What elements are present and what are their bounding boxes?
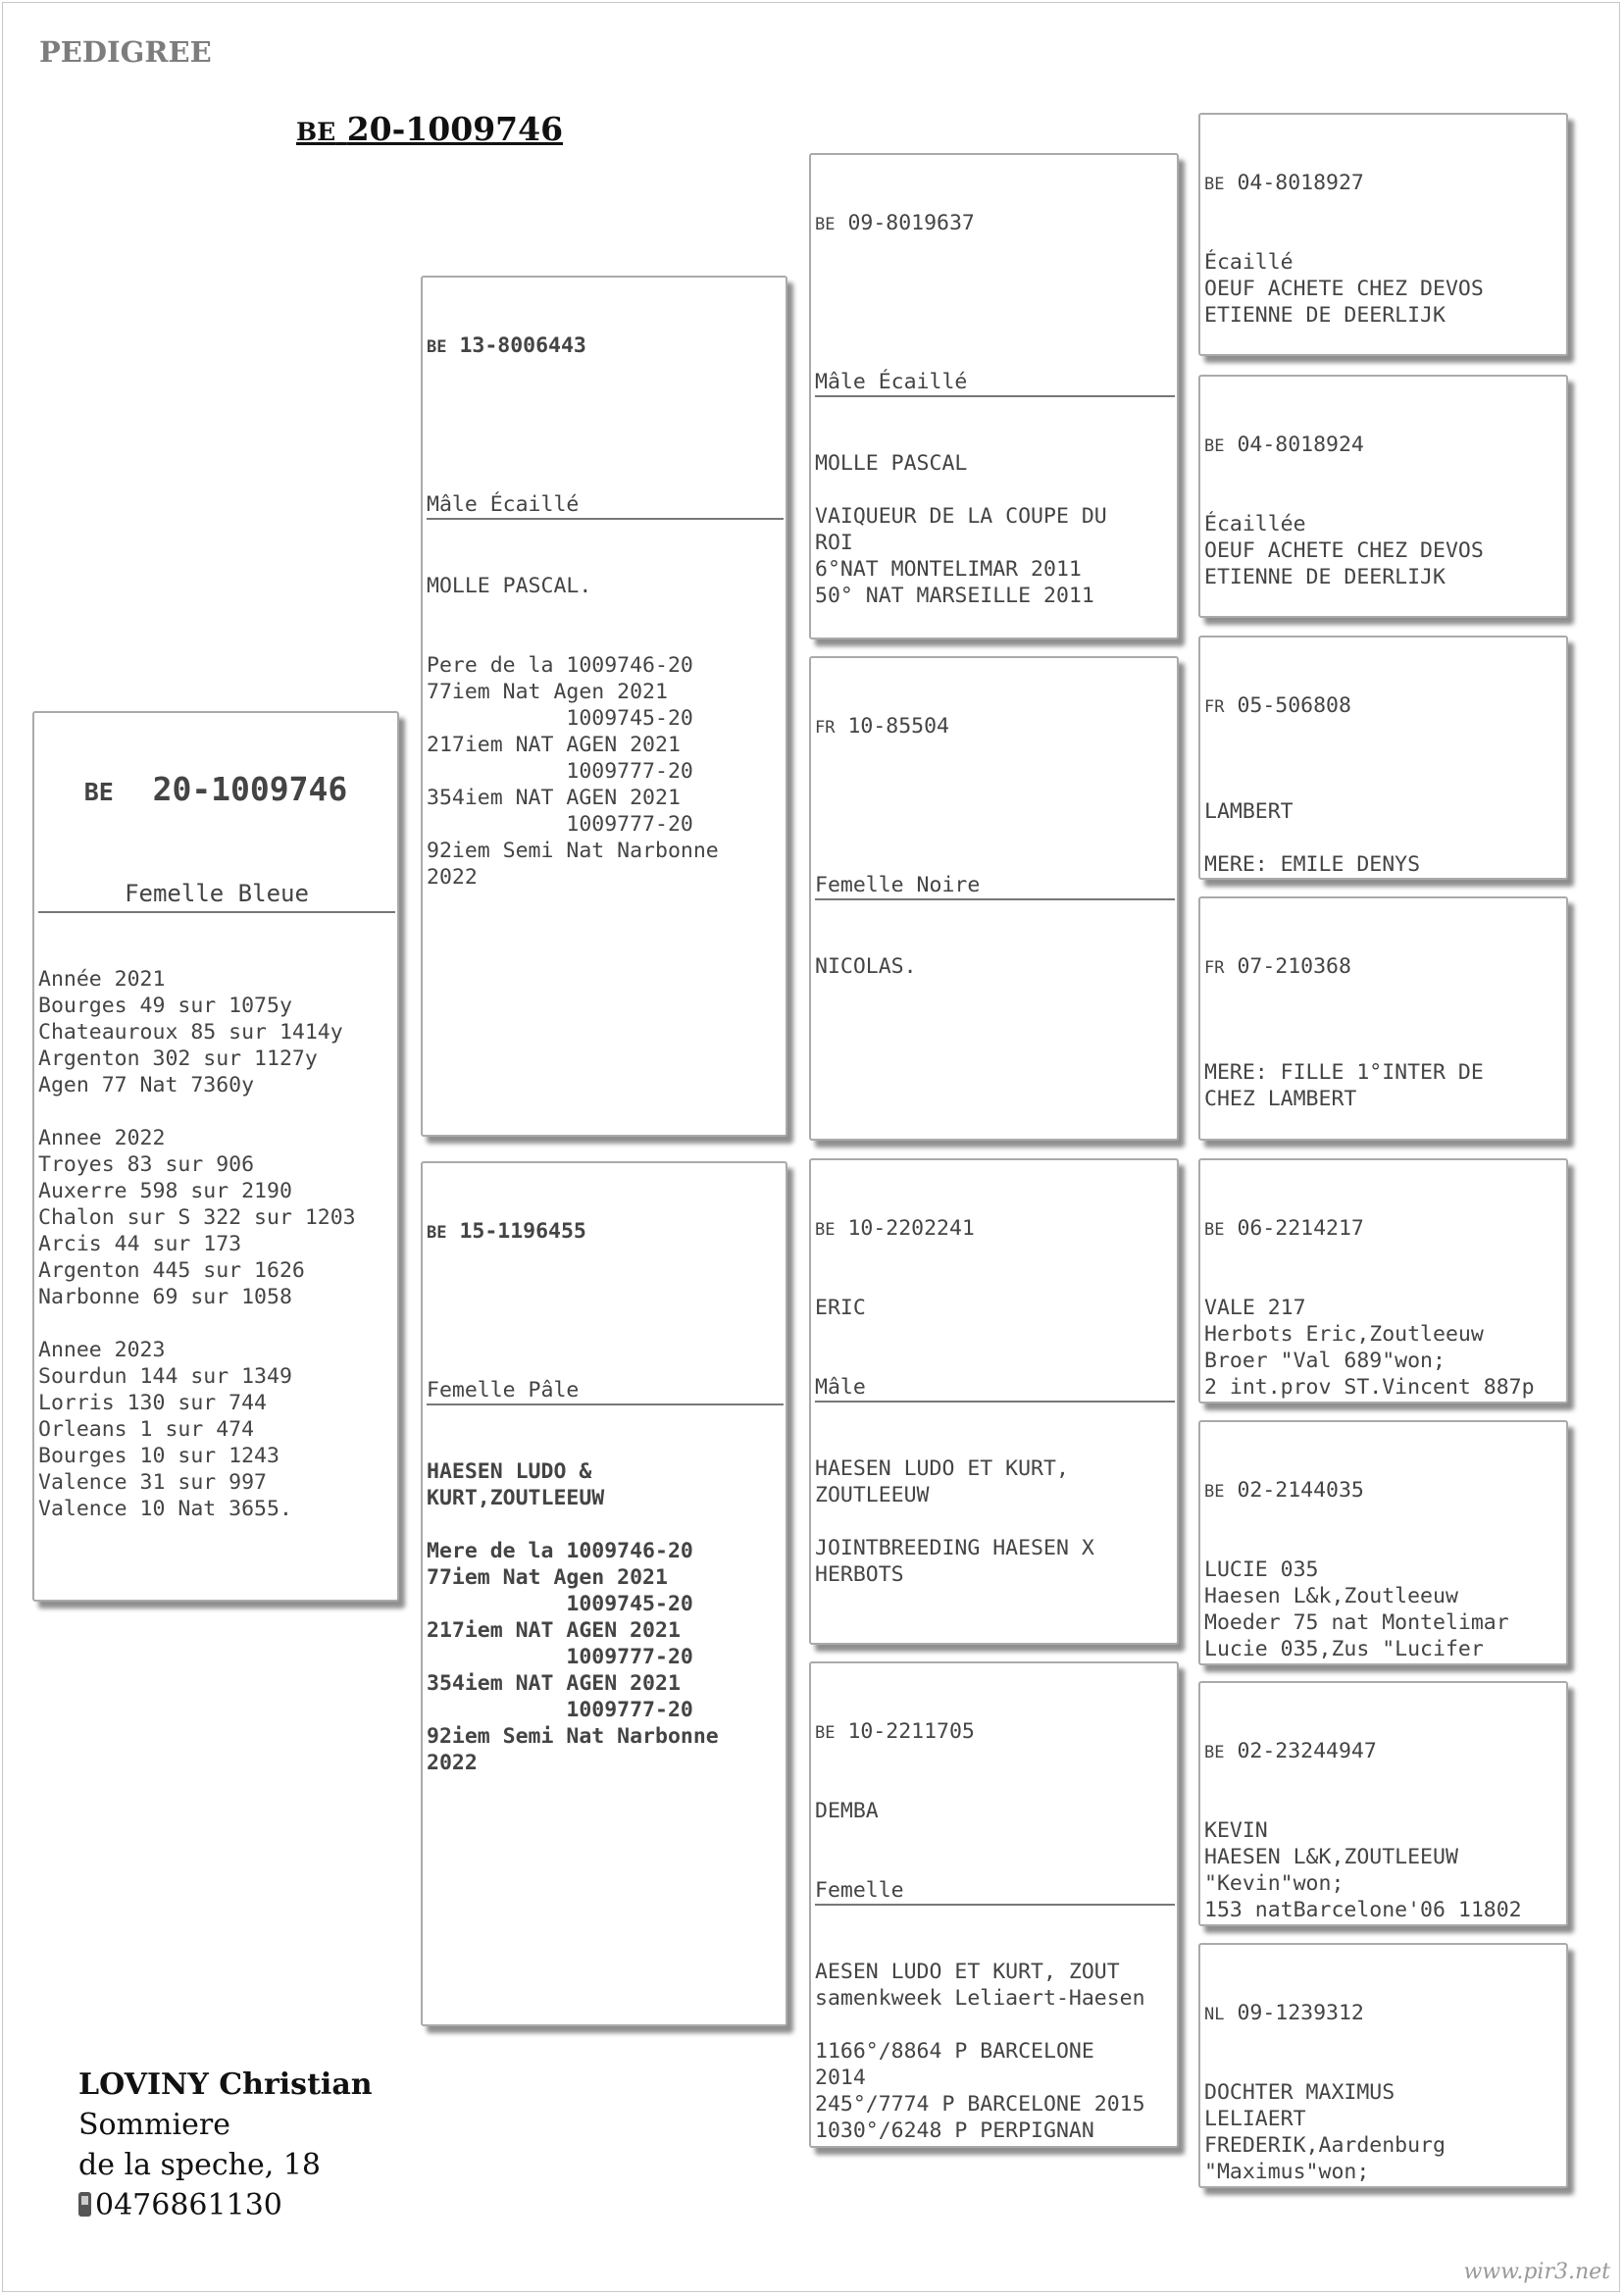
mobile-phone-icon bbox=[78, 2192, 91, 2217]
sire-sex: Mâle Écaillé bbox=[427, 491, 784, 520]
great-grandparent-card-1: BE 04-8018927 Écaillé OEUF ACHETE CHEZ DEVOS ETIENNE DE DEERLIJK bbox=[1198, 113, 1568, 356]
page-title: PEDIGREE bbox=[39, 35, 212, 69]
great-grandparent-card-4: FR 07-210368 MERE: FILLE 1°INTER DE CHEZ LAMBERT bbox=[1198, 896, 1568, 1141]
gp-ds-notes: HAESEN LUDO ET KURT, ZOUTLEEUW JOINTBREEDING HAESEN X HERBOTS bbox=[815, 1456, 1094, 1587]
sire-notes: MOLLE PASCAL. Pere de la 1009746-20 77iem Nat Agen 2021 1009745-20 217iem NAT AGEN 2021 1009777-20 354iem NAT AGEN 2021 1009777-20 92iem Semi Nat Narbonne 2022 bbox=[427, 574, 719, 890]
dam-ring: BE 15-1196455 bbox=[427, 1219, 586, 1244]
owner-block bbox=[78, 2065, 373, 2225]
grandsire-paternal-card bbox=[809, 153, 1179, 639]
sire-ring: BE 13-8006443 bbox=[427, 333, 586, 358]
gp-ss-ring: BE 09-8019637 bbox=[815, 211, 975, 235]
gp-sd-sex: Femelle Noire bbox=[815, 872, 1175, 900]
header-ring: 20-1009746 bbox=[346, 110, 564, 148]
header-country: BE bbox=[296, 118, 336, 146]
owner-address-1: Sommiere bbox=[78, 2108, 230, 2142]
great-grandparent-card-5: BE 06-2214217 VALE 217 Herbots Eric,Zoutleeuw Broer "Val 689"won; 2 int.prov ST.Vincent 887p bbox=[1198, 1158, 1568, 1403]
gp-dd-name: DEMBA bbox=[815, 1799, 879, 1823]
great-grandparent-card-8: NL 09-1239312 DOCHTER MAXIMUS LELIAERT FREDERIK,Aardenburg "Maximus"won; bbox=[1198, 1943, 1568, 2188]
granddam-maternal-card bbox=[809, 1661, 1179, 2148]
sire-card bbox=[421, 276, 787, 1137]
dam-notes: HAESEN LUDO & KURT,ZOUTLEEUW Mere de la 1009746-20 77iem Nat Agen 2021 1009745-20 217iem NAT AGEN 2021 1009777-20 354iem NAT AGEN 2021 1009777-20 92iem Semi Nat Narbonne 2022 bbox=[427, 1459, 719, 1775]
gp-ss-sex: Mâle Écaillé bbox=[815, 369, 1175, 397]
subject-ring: BE 20-1009746 bbox=[83, 770, 348, 808]
gp-ds-ring: BE 10-2202241 bbox=[815, 1216, 975, 1241]
great-grandparent-card-6: BE 02-2144035 LUCIE 035 Haesen L&k,Zoutleeuw Moeder 75 nat Montelimar Lucie 035,Zus "Lucifer bbox=[1198, 1420, 1568, 1665]
gp-sd-ring: FR 10-85504 bbox=[815, 714, 949, 739]
gp-sd-notes: NICOLAS. bbox=[815, 954, 917, 979]
great-grandparent-card-3: FR 05-506808 LAMBERT MERE: EMILE DENYS bbox=[1198, 636, 1568, 880]
header-ring-number bbox=[296, 110, 563, 148]
granddam-paternal-card bbox=[809, 656, 1179, 1141]
owner-name: LOVINY Christian bbox=[78, 2067, 373, 2102]
gp-ds-sex: Mâle bbox=[815, 1374, 1175, 1403]
watermark-link[interactable]: www.pir3.net bbox=[1463, 2260, 1610, 2284]
subject-results: Année 2021 Bourges 49 sur 1075y Chateauroux 85 sur 1414y Argenton 302 sur 1127y Agen 77 Nat 7360y Annee 2022 Troyes 83 sur 906 Auxerre 598 sur 2190 Chalon sur S 322 sur 1203 Arcis 44 sur 173 Argenton 445 sur 1626 Narbonne 69 sur 1058 Annee 2023 Sourdun 144 sur 1349 Lorris 130 sur 744 Orleans 1 sur 474 Bourges 10 sur 1243 Valence 31 sur 997 Valence 10 Nat 3655. bbox=[38, 967, 356, 1521]
dam-card bbox=[421, 1161, 787, 2026]
owner-phone: 0476861130 bbox=[95, 2188, 282, 2222]
subject-card bbox=[32, 711, 399, 1602]
gp-dd-ring: BE 10-2211705 bbox=[815, 1719, 975, 1744]
dam-sex: Femelle Pâle bbox=[427, 1377, 784, 1405]
subject-sex: Femelle Bleue bbox=[38, 876, 395, 913]
gp-ds-name: ERIC bbox=[815, 1296, 866, 1320]
gp-ss-notes: MOLLE PASCAL VAIQUEUR DE LA COUPE DU ROI 6°NAT MONTELIMAR 2011 50° NAT MARSEILLE 2011 bbox=[815, 451, 1107, 608]
great-grandparent-card-2: BE 04-8018924 Écaillée OEUF ACHETE CHEZ DEVOS ETIENNE DE DEERLIJK bbox=[1198, 375, 1568, 618]
owner-phone-row bbox=[78, 2185, 373, 2225]
gp-dd-sex: Femelle bbox=[815, 1877, 1175, 1906]
owner-address-2: de la speche, 18 bbox=[78, 2148, 321, 2182]
gp-dd-notes: AESEN LUDO ET KURT, ZOUT samenkweek Leliaert-Haesen 1166°/8864 P BARCELONE 2014 245°/7774 P BARCELONE 2015 1030°/6248 P PERPIGNAN bbox=[815, 1960, 1145, 2143]
great-grandparent-card-7: BE 02-23244947 KEVIN HAESEN L&K,ZOUTLEEUW "Kevin"won; 153 natBarcelone'06 11802 bbox=[1198, 1681, 1568, 1926]
grandsire-maternal-card bbox=[809, 1158, 1179, 1645]
